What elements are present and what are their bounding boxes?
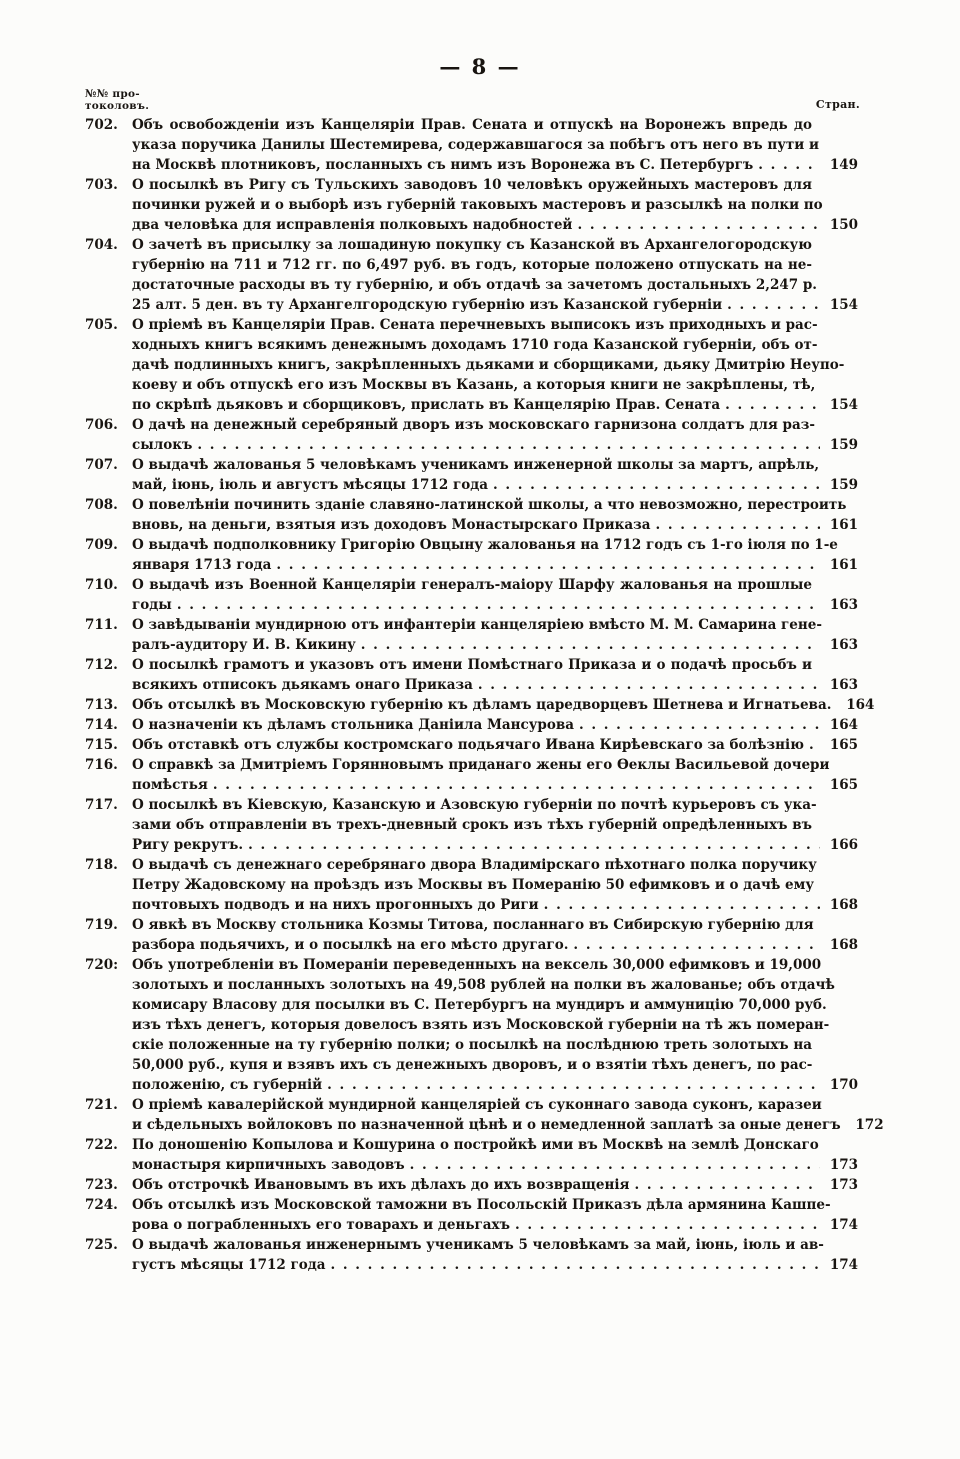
entry-text-line: По доношенію Копылова и Кошурина о постройкѣ ими въ Москвѣ на землѣ Донскаго [132, 1137, 819, 1153]
entry-body [132, 715, 858, 735]
entry-text-line [132, 895, 858, 915]
entry-page-number: 174 [829, 1217, 858, 1233]
entry-text-line: О посылкѣ въ Кіевскую, Казанскую и Азовскую губерніи по почтѣ курьеровъ съ ука- [132, 797, 817, 813]
entry-page-number: 149 [829, 157, 858, 173]
toc-entry [85, 495, 858, 535]
toc-entry [85, 535, 858, 575]
entry-text-line [132, 595, 858, 615]
entry-text-line [132, 935, 858, 955]
entry-page-number: 165 [829, 777, 858, 793]
entry-body [132, 1175, 858, 1195]
dot-leader [544, 895, 820, 915]
entry-body [132, 855, 858, 915]
entry-number: 705. [85, 317, 118, 333]
entry-body [132, 615, 858, 655]
toc-entry [85, 1195, 858, 1235]
entry-text-line: ходныхъ книгъ всякимъ денежнымъ доходамъ 1710 года Казанской губерніи, объ от- [132, 337, 818, 353]
entry-body [132, 495, 858, 535]
entry-page-number: 165 [829, 737, 858, 753]
entry-text: положенію, съ губерній [132, 1077, 323, 1093]
toc-entry [85, 615, 858, 655]
entry-number: 722. [85, 1137, 118, 1153]
entry-text-line [132, 395, 858, 415]
dot-leader [515, 1215, 820, 1235]
entry-number: 719. [85, 917, 118, 933]
entry-text-line: скіе положенные на ту губернію полки; о посылкѣ на послѣднюю треть золотыхъ на [132, 1037, 812, 1053]
page-number-folio: — 8 — [439, 54, 521, 79]
entry-text-line: О посылкѣ грамотъ и указовъ отъ имени Помѣстнаго Приказа и о подачѣ просьбъ и [132, 657, 812, 673]
toc-entry [85, 1235, 858, 1275]
entry-text-line: О выдачѣ съ денежнаго серебрянаго двора Владимірскаго пѣхотнаго полка поручику [132, 857, 817, 873]
entry-page-number: 163 [829, 677, 858, 693]
entry-text-line [132, 1115, 884, 1135]
dot-leader [493, 475, 820, 495]
entry-text-line [132, 695, 875, 715]
dot-leader [727, 295, 820, 315]
entry-body [132, 755, 858, 795]
entry-text-line [132, 835, 858, 855]
dot-leader [213, 775, 820, 795]
entry-text-line: О выдачѣ жалованья инженернымъ ученикамъ 5 человѣкамъ за май, іюнь, іюль и ав- [132, 1237, 824, 1253]
entry-text-line [132, 1155, 858, 1175]
entry-number: 720: [85, 957, 119, 973]
entry-text-line: 50,000 руб., купя и взявъ ихъ съ денежныхъ дворовъ, и о взятіи тѣхъ денегъ, по рас- [132, 1057, 813, 1073]
toc-entry [85, 695, 875, 715]
entry-page-number: 150 [829, 217, 858, 233]
entry-body [132, 575, 858, 615]
entry-text-line: комисару Власову для посылки въ С. Петербургъ на мундиръ и аммуницію 70,000 руб. [132, 997, 827, 1013]
entry-text: разбора подьячихъ, и о посылкѣ на его мѣсто другаго. [132, 937, 569, 953]
toc-entry [85, 655, 858, 695]
toc-entry [85, 955, 858, 1095]
entry-text-line: починки ружей и о выборѣ изъ губерній таковыхъ мастеровъ и разсылкѣ на полки по [132, 197, 823, 213]
protocols-column-header-line2: токоловъ. [85, 100, 150, 112]
entry-text-line [132, 635, 858, 655]
column-headers [85, 88, 860, 112]
entry-text: 25 алт. 5 ден. въ ту Архангелгородскую губернію изъ Казанской губерніи [132, 297, 723, 313]
dot-leader [327, 1075, 820, 1095]
toc-entry [85, 715, 858, 735]
entry-body [132, 315, 858, 415]
toc-entry [85, 855, 858, 915]
dot-leader [330, 1255, 820, 1275]
entry-body [132, 455, 858, 495]
entry-number: 713. [85, 697, 118, 713]
entry-text-line: дачѣ подлинныхъ книгъ, закрѣпленныхъ дьяками и сборщиками, дьяку Дмитрію Неупо- [132, 357, 845, 373]
entry-text: годы [132, 597, 172, 613]
entry-number: 724. [85, 1197, 118, 1213]
entry-page-number: 166 [829, 837, 858, 853]
dot-leader [655, 515, 820, 535]
entry-body [132, 735, 858, 755]
dot-leader [725, 395, 820, 415]
entry-text-line [132, 215, 858, 235]
entry-number: 704. [85, 237, 118, 253]
toc-entry [85, 455, 858, 495]
entry-number: 714. [85, 717, 118, 733]
protocols-column-header-line1: №№ про- [85, 88, 140, 100]
entry-text-line [132, 155, 858, 175]
entry-text: Ригу рекрутъ. [132, 837, 244, 853]
entry-text-line: О зачетѣ въ присылку за лошадиную покупку съ Казанской въ Архангелогородскую [132, 237, 812, 253]
toc-entry [85, 915, 858, 955]
toc-entry [85, 795, 858, 855]
entry-number: 725. [85, 1237, 118, 1253]
entry-text-line: О выдачѣ подполковнику Григорію Овцыну жалованья на 1712 годъ съ 1-го іюля по 1-е [132, 537, 838, 553]
entry-text: густъ мѣсяцы 1712 года [132, 1257, 326, 1273]
toc-entry [85, 415, 858, 455]
entry-number: 711. [85, 617, 118, 633]
entry-text-line: указа поручика Данилы Шестемирева, содержавшагося за побѣгъ отъ него въ пути и [132, 137, 819, 153]
entry-text: января 1713 года [132, 557, 272, 573]
entry-page-number: 163 [829, 637, 858, 653]
entry-number: 718. [85, 857, 118, 873]
entry-body [132, 695, 875, 715]
dot-leader [579, 715, 820, 735]
entry-text-line [132, 295, 858, 315]
entry-text: О назначеніи къ дѣламъ стольника Даніила Мансурова [132, 717, 574, 733]
toc-entry [85, 755, 858, 795]
entry-text-line: Объ освобожденіи изъ Канцеляріи Прав. Сената и отпускѣ на Воронежъ впредь до [132, 117, 812, 133]
entry-text-line: О пріемѣ кавалерійской мундирной канцеляріей съ суконнаго завода суконъ, каразеи [132, 1097, 822, 1113]
entry-number: 709. [85, 537, 118, 553]
protocols-column-header [85, 88, 149, 112]
entry-body [132, 415, 858, 455]
entry-text: помѣстья [132, 777, 208, 793]
entry-text-line: О пріемѣ въ Канцеляріи Прав. Сената перечневыхъ выписокъ изъ приходныхъ и рас- [132, 317, 818, 333]
entry-body [132, 1195, 858, 1235]
entry-text-line [132, 1175, 858, 1195]
dot-leader [197, 435, 820, 455]
entry-body [132, 175, 858, 235]
dot-leader [248, 835, 820, 855]
toc-entry [85, 735, 858, 755]
entry-body [132, 115, 858, 175]
entry-page-number: 168 [829, 897, 858, 913]
entry-body [132, 535, 858, 575]
toc-entry [85, 175, 858, 235]
entry-number: 715. [85, 737, 118, 753]
entry-number: 716. [85, 757, 118, 773]
entry-body [132, 235, 858, 315]
toc-entry [85, 235, 858, 315]
toc-entry [85, 575, 858, 615]
pages-column-header: Стран. [815, 98, 860, 111]
dot-leader [634, 1175, 820, 1195]
entry-text: май, іюнь, іюль и августъ мѣсяцы 1712 года [132, 477, 488, 493]
entry-text-line: О справкѣ за Дмитріемъ Горянновымъ приданаго жены его Ѳеклы Васильевой дочери [132, 757, 830, 773]
entry-page-number: 161 [829, 517, 858, 533]
entry-page-number: 173 [829, 1157, 858, 1173]
entry-text-line [132, 1215, 858, 1235]
entry-text-line [132, 1255, 858, 1275]
entry-text: на Москвѣ плотниковъ, посланныхъ съ нимъ изъ Воронежа въ С. Петербургъ [132, 157, 754, 173]
entry-text-line [132, 715, 858, 735]
entry-page-number: 163 [829, 597, 858, 613]
entry-page-number: 159 [829, 477, 858, 493]
entry-text-line [132, 775, 858, 795]
entry-page-number: 170 [829, 1077, 858, 1093]
entry-page-number: 161 [829, 557, 858, 573]
entry-text: рова о пограбленныхъ его товарахъ и деньгахъ [132, 1217, 510, 1233]
entry-body [132, 795, 858, 855]
entry-text: Объ отсылкѣ въ Московскую губернію къ дѣламъ царедворцевъ Шетнева и Игнатьева. [132, 697, 832, 713]
entry-text-line: Объ отсылкѣ изъ Московской таможни въ Посольскій Приказъ дѣла армянина Кашпе- [132, 1197, 831, 1213]
entry-text: два человѣка для исправленія полковыхъ надобностей [132, 217, 573, 233]
dot-leader [758, 155, 820, 175]
dot-leader [276, 555, 820, 575]
entry-body [132, 655, 858, 695]
entry-page-number: 173 [829, 1177, 858, 1193]
toc-entry [85, 1175, 858, 1195]
dot-leader [573, 935, 820, 955]
entry-page-number: 164 [846, 697, 875, 713]
entry-text-line: О выдачѣ изъ Военной Канцеляріи генералъ-маіору Шарфу жалованья на прошлые [132, 577, 812, 593]
dot-leader [361, 635, 820, 655]
entry-text-line [132, 475, 858, 495]
entry-text-line: О завѣдываніи мундирною отъ инфантеріи канцеляріею вмѣсто М. М. Самарина гене- [132, 617, 822, 633]
entry-text-line: О выдачѣ жалованья 5 человѣкамъ ученикамъ инженерной школы за мартъ, апрѣль, [132, 457, 820, 473]
entry-text: монастыря кирпичныхъ заводовъ [132, 1157, 405, 1173]
toc-entry [85, 1135, 858, 1175]
entry-body [132, 915, 858, 955]
dot-leader [177, 595, 820, 615]
entry-text-line [132, 555, 858, 575]
entry-number: 721. [85, 1097, 118, 1113]
entry-text: почтовыхъ подводъ и на нихъ прогонныхъ до Риги [132, 897, 539, 913]
entry-text: Объ отстрочкѣ Ивановымъ въ ихъ дѣлахъ до ихъ возвращенія [132, 1177, 630, 1193]
entry-body [132, 1095, 884, 1135]
entry-text-line [132, 515, 858, 535]
entry-text-line [132, 435, 858, 455]
entry-text: и сѣдельныхъ войлоковъ по назначенной цѣнѣ и о немедленной заплатѣ за оные денегъ [132, 1117, 841, 1133]
entry-page-number: 174 [829, 1257, 858, 1273]
toc-entry [85, 115, 858, 175]
entry-page-number: 159 [829, 437, 858, 453]
toc-entry [85, 315, 858, 415]
entry-text: по скрѣпѣ дьяковъ и сборщиковъ, прислать въ Канцелярію Прав. Сената [132, 397, 721, 413]
table-of-contents [85, 115, 884, 1275]
entry-text-line: О дачѣ на денежный серебряный дворъ изъ московскаго гарнизона солдатъ для раз- [132, 417, 815, 433]
entry-number: 712. [85, 657, 118, 673]
dot-leader [410, 1155, 820, 1175]
entry-text-line: изъ тѣхъ денегъ, которыя довелосъ взять изъ Московской губерніи на тѣ жъ померан- [132, 1017, 830, 1033]
entry-text: всякихъ отписокъ дьякамъ онаго Приказа [132, 677, 473, 693]
entry-number: 707. [85, 457, 118, 473]
entry-text-line: золотыхъ и посланныхъ золотыхъ на 49,508 рублей на полки въ жалованье; объ отдачѣ [132, 977, 835, 993]
entry-page-number: 168 [829, 937, 858, 953]
dot-leader [577, 215, 820, 235]
entry-page-number: 154 [829, 397, 858, 413]
entry-text-line: зами объ отправленіи въ трехъ-дневный срокъ изъ тѣхъ губерній опредѣленныхъ въ [132, 817, 812, 833]
entry-text-line [132, 675, 858, 695]
entry-text-line: Объ употребленіи въ Помераніи переведенныхъ на вексель 30,000 ефимковъ и 19,000 [132, 957, 822, 973]
entry-text: Объ отставкѣ отъ службы костромскаго подьячаго Ивана Кирѣевскаго за болѣзнію [132, 737, 804, 753]
entry-text-line: достаточные расходы въ ту губернію, и объ отдачѣ за зачетомъ достальныхъ 2,247 р. [132, 277, 817, 293]
entry-page-number: 164 [829, 717, 858, 733]
entry-text-line: О явкѣ въ Москву стольника Козмы Титова, посланнаго въ Сибирскую губернію для [132, 917, 814, 933]
entry-text: сылокъ [132, 437, 193, 453]
entry-text-line: О повелѣніи починить зданіе славяно-латинской школы, а что невозможно, перестроить [132, 497, 847, 513]
entry-number: 723. [85, 1177, 118, 1193]
entry-number: 708. [85, 497, 118, 513]
dot-leader [478, 675, 820, 695]
entry-number: 702. [85, 117, 118, 133]
entry-number: 710. [85, 577, 118, 593]
entry-text-line [132, 735, 858, 755]
entry-text-line: О посылкѣ въ Ригу съ Тульскихъ заводовъ 10 человѣкъ оружейныхъ мастеровъ для [132, 177, 812, 193]
entry-body [132, 1235, 858, 1275]
entry-text-line [132, 1075, 858, 1095]
entry-text-line: губернію на 711 и 712 гг. по 6,497 руб. въ годъ, которые положено отпускать на не- [132, 257, 812, 273]
entry-body [132, 1135, 858, 1175]
entry-number: 717. [85, 797, 118, 813]
dot-leader [809, 735, 820, 755]
entry-number: 703. [85, 177, 118, 193]
toc-entry [85, 1095, 884, 1135]
entry-page-number: 172 [855, 1117, 884, 1133]
entry-number: 706. [85, 417, 118, 433]
entry-text-line: Петру Жадовскому на проѣздъ изъ Москвы въ Померанію 50 ефимковъ и о дачѣ ему [132, 877, 815, 893]
entry-page-number: 154 [829, 297, 858, 313]
entry-text: вновь, на деньги, взятыя изъ доходовъ Монастырскаго Приказа [132, 517, 651, 533]
entry-body [132, 955, 858, 1095]
entry-text-line: коеву и объ отпускѣ его изъ Москвы въ Казань, а которыя книги не закрѣплены, тѣ, [132, 377, 816, 393]
entry-text: ралъ-аудитору И. В. Кикину [132, 637, 356, 653]
